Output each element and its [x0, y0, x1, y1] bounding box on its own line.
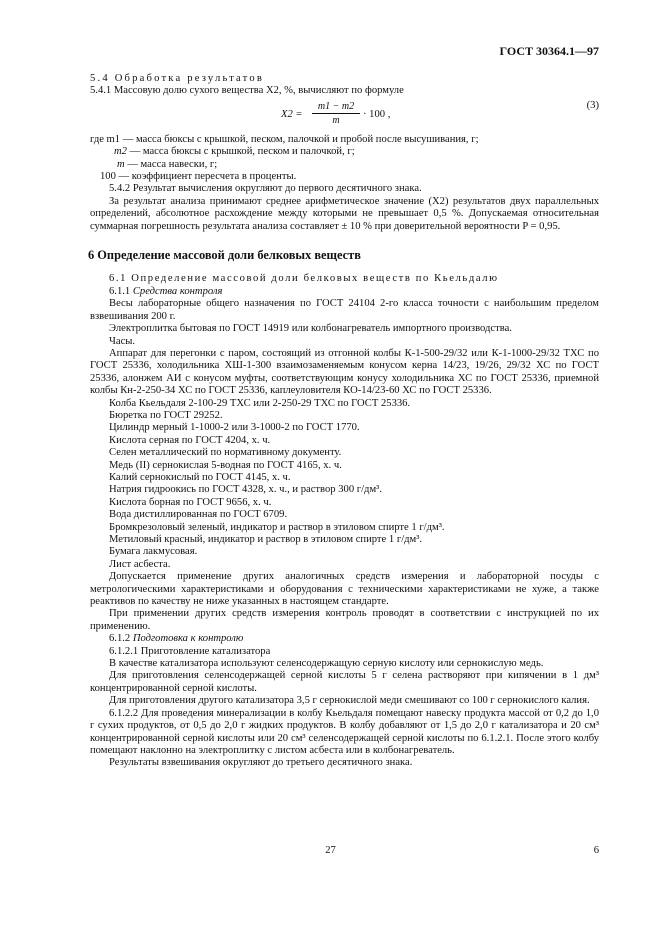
where-symbol: где m1 [90, 133, 121, 145]
page-number-center: 27 [325, 845, 336, 856]
where-item [90, 134, 599, 146]
where-symbol: m [117, 158, 125, 170]
paragraph-5-4-2: 5.4.2 Результат вычисления округляют до первого десятичного знака. [109, 183, 422, 195]
section-6-1-1-number: 6.1.1 [109, 285, 131, 297]
where-text: — коэффициент пересчета в проценты. [118, 171, 297, 183]
paragraph-6-1-2-2: 6.1.2.2 Для проведения минерализации в колбу Кьельдаля помещают навеску продукта массой от 0,2 до 1,0 г сухих продуктов, от 0,5 до 2,0 г жидких продуктов. В колбу добавляют от 1,5 до 2,0 г катализатора и 20 см³ концентрированной серной кислоты или 20 см³ селенсодержащей серной кислоты по 6.1.2.1. После этого колбу помещают наклонно на электроплитку с листом асбеста или в колбонагреватель. [90, 707, 599, 756]
paragraph-6-1-2-1: 6.1.2.1 Приготовление катализатора [109, 645, 271, 657]
where-item [90, 146, 599, 158]
list-item: Цилиндр мерный 1-1000-2 или 3-1000-2 по ГОСТ 1770. [109, 422, 360, 434]
section-6-1-2-number: 6.1.2 [109, 633, 131, 645]
where-item [90, 171, 599, 183]
where-symbol: 100 [100, 171, 116, 183]
list-item: Лист асбеста. [109, 558, 171, 570]
section-6-1-1-title: Средства контроля [132, 285, 223, 297]
section-6-1-2-heading [90, 633, 599, 645]
list-item: Бюретка по ГОСТ 29252. [109, 409, 223, 421]
list-item: При применении других средств измерения контроль проводят в соответствии с инструкцией по их применению. [90, 608, 599, 632]
document-body [90, 73, 599, 770]
list-item: Колба Кьельдаля 2-100-29 ТХС или 2-250-29 ТХС по ГОСТ 25336. [109, 397, 411, 409]
list-item: Часы. [109, 335, 136, 347]
list-item: Кислота серная по ГОСТ 4204, х. ч. [109, 434, 271, 446]
formula-denominator: m [332, 114, 340, 126]
formula-lhs: X2 = [281, 108, 303, 120]
list-item: Бромкрезоловый зеленый, индикатор и раствор в этиловом спирте 1 г/дм³. [109, 521, 445, 533]
list-item: Электроплитка бытовая по ГОСТ 14919 или колбонагреватель импортного производства. [109, 323, 512, 335]
formula-fraction [312, 100, 360, 127]
list-item: Весы лабораторные общего назначения по ГОСТ 24104 2-го класса точности с наибольшим пределом взвешивания 200 г. [90, 298, 599, 322]
page-number-right: 6 [593, 845, 599, 856]
equipment-list [90, 298, 599, 633]
list-item: Допускается применение других аналогичных средств измерения и лабораторной посуды с метрологическими характеристиками и оборудования с техническими характеристиками не хуже, а также реактивов по качеству не ниже указанных в настоящем стандарте. [90, 571, 599, 608]
doc-header-code: ГОСТ 30364.1—97 [499, 44, 599, 58]
paragraph-catalyst-2: Для приготовления селенсодержащей серной кислоты 5 г селена растворяют при кипячении в 1 дм³ концентрированной серной кислоты. [90, 670, 599, 694]
paragraph-catalyst-1: В качестве катализатора используют селенсодержащую серную кислоту или сернокислую медь. [109, 658, 544, 670]
where-symbol: m2 [114, 146, 127, 158]
paragraph-5-4-1: 5.4.1 Массовую долю сухого вещества X2, %, вычисляют по формуле [90, 85, 404, 97]
list-item: Кислота борная по ГОСТ 9656, х. ч. [109, 496, 272, 508]
formula-numerator: m1 − m2 [312, 100, 360, 114]
section-5-4-title: 5.4 Обработка результатов [90, 73, 265, 84]
list-item: Аппарат для перегонки с паром, состоящий из отгонной колбы К-1-500-29/32 или К-1-1000-29/32 ТХС по ГОСТ 25336, холодильника ХШ-1-300 взаимозаменяемым конусом керна 14/23, 19/26, 29/32 ХС по ГОСТ 25336, алонжем АИ с конусом муфты, соответствующим конусу холодильника ХС по ГОСТ 25336, приемной колбы Кн-2-250-34 ХС по ГОСТ 25336, каплеуловителя КО-14/23-60 ХС по ГОСТ 25336. [90, 347, 599, 397]
list-item: Вода дистиллированная по ГОСТ 6709. [109, 509, 288, 521]
where-text: — масса бюксы с крышкой, песком, палочкой и пробой после высушивания, г; [122, 133, 479, 145]
list-item: Натрия гидроокись по ГОСТ 4328, х. ч., и раствор 300 г/дм³. [109, 484, 382, 496]
where-text: — масса бюксы с крышкой, песком и палочкой, г; [129, 146, 355, 158]
paragraph-rounding: Результаты взвешивания округляют до третьего десятичного знака. [109, 757, 413, 769]
formula-3 [90, 100, 599, 134]
section-6-1-1-heading [90, 286, 599, 298]
list-item: Селен металлический по нормативному документу. [109, 447, 342, 459]
formula-tail: · 100 , [363, 108, 391, 120]
list-item: Медь (II) сернокислая 5-водная по ГОСТ 4165, х. ч. [109, 459, 342, 471]
where-list [90, 134, 599, 184]
list-item: Бумага лакмусовая. [109, 546, 198, 558]
section-6-1-2-title: Подготовка к контролю [132, 633, 244, 645]
section-6-title: 6 Определение массовой доли белковых веществ [88, 248, 361, 263]
paragraph-5-4-result: За результат анализа принимают среднее арифметическое значение (X2) результатов двух параллельных определений, абсолютное расхождение между которыми не превышает 0,5 %. Допускаемая относительная суммарная погрешность результата анализа составляет ± 10 % при доверительной вероятности P = 0,95. [90, 195, 599, 232]
paragraph-catalyst-3: Для приготовления другого катализатора 3,5 г сернокислой меди смешивают со 100 г сернокислого калия. [109, 695, 590, 707]
where-item [90, 159, 599, 171]
list-item: Калий сернокислый по ГОСТ 4145, х. ч. [109, 471, 291, 483]
section-6-1-title: 6.1 Определение массовой доли белковых веществ по Кьельдалю [109, 273, 499, 285]
formula-number: (3) [586, 99, 599, 111]
where-text: — масса навески, г; [127, 158, 218, 170]
list-item: Метиловый красный, индикатор и раствор в этиловом спирте 1 г/дм³. [109, 534, 423, 545]
